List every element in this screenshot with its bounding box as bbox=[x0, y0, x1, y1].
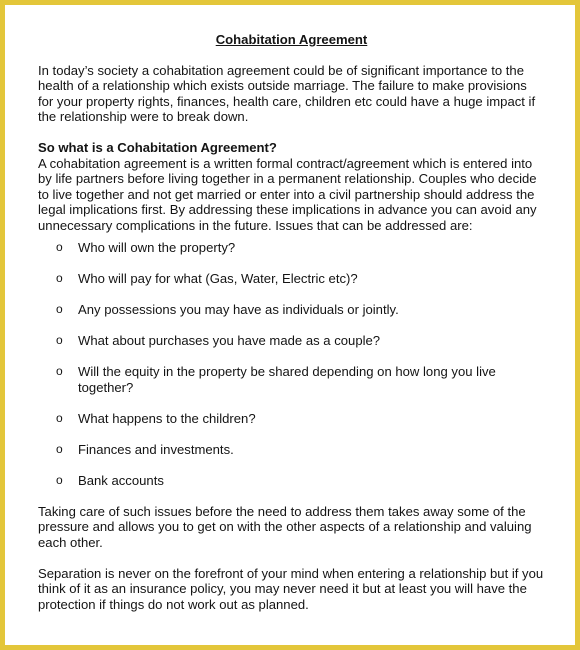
list-item-text: Who will pay for what (Gas, Water, Electric etc)? bbox=[78, 270, 358, 286]
bullet-icon: o bbox=[56, 239, 63, 254]
intro-paragraph: In today’s society a cohabitation agreement could be of significant importance to the health of a relationship which exists outside marriage. The failure to make provisions for your property rights, finances, health care, children etc could have a huge impact if the relationship were to break down. bbox=[38, 62, 536, 125]
closing-paragraph: Separation is never on the forefront of your mind when entering a relationship but if you think of it as an insurance policy, you may never need it but at least you will have the protection if things do not work out as planned. bbox=[38, 565, 544, 612]
issues-list bbox=[38, 240, 545, 489]
list-item-text: Finances and investments. bbox=[78, 441, 234, 457]
document-title: Cohabitation Agreement bbox=[215, 32, 368, 47]
list-item bbox=[56, 411, 545, 427]
list-item bbox=[56, 271, 545, 287]
list-item-text: Any possessions you may have as individuals or jointly. bbox=[78, 301, 399, 317]
bullet-icon: o bbox=[56, 270, 63, 285]
section-heading: So what is a Cohabitation Agreement? bbox=[38, 139, 277, 155]
bullet-icon: o bbox=[56, 332, 63, 347]
list-item-text: What about purchases you have made as a couple? bbox=[78, 332, 381, 348]
bullet-icon: o bbox=[56, 363, 63, 378]
list-item bbox=[56, 333, 545, 349]
section-body: A cohabitation agreement is a written formal contract/agreement which is entered into by life partners before living together in a permanent relationship. Couples who decide to live together and not get married or enter into a civil partnership should address the legal implications first. By addressing these implications in advance you can avoid any unnecessary complications in the future. Issues that can be addressed are: bbox=[38, 155, 537, 233]
list-item bbox=[56, 364, 545, 395]
bullet-icon: o bbox=[56, 441, 63, 456]
bullet-icon: o bbox=[56, 472, 63, 487]
list-item bbox=[56, 240, 545, 256]
document-page bbox=[5, 5, 575, 645]
list-item-text: Will the equity in the property be shared depending on how long you live together? bbox=[78, 363, 496, 395]
list-item-text: What happens to the children? bbox=[78, 410, 256, 426]
list-item-text: Who will own the property? bbox=[78, 239, 236, 255]
list-item bbox=[56, 473, 545, 489]
list-item bbox=[56, 442, 545, 458]
bullet-icon: o bbox=[56, 410, 63, 425]
bullet-icon: o bbox=[56, 301, 63, 316]
list-item bbox=[56, 302, 545, 318]
paragraph-after-list: Taking care of such issues before the need to address them takes away some of the pressure and allows you to get on with the other aspects of a relationship and valuing each other. bbox=[38, 503, 532, 551]
list-item-text: Bank accounts bbox=[78, 472, 164, 488]
